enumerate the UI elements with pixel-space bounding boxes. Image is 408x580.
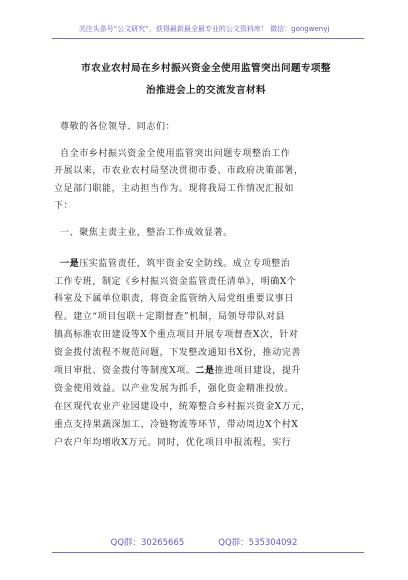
body-line: 重点支持果蔬深加工、冷链物流等环节，带动周边X个村X xyxy=(54,420,299,430)
ordinal-bold: 二是 xyxy=(195,366,215,376)
body-line: 开展以来，市农业农村局坚决贯彻市委、市政府决策部署， xyxy=(54,166,304,176)
body-line: 立足部门职能，主动担当作为。现将我局工作情况汇报如 xyxy=(54,184,295,194)
header-divider xyxy=(52,38,364,39)
ordinal-bold: 一是 xyxy=(60,259,80,269)
document-title-line-2: 治推进会上的交流发言材料 xyxy=(146,85,266,96)
paragraph-text: 压实监管责任，筑牢资金安全防线。成立专项整治 xyxy=(79,259,291,269)
body-line-with-bold xyxy=(54,366,350,377)
body-line: 资金拨付流程不规范问题，下发整改通知书X份，推动完善 xyxy=(54,348,302,358)
body-line: 科室及下属单位职责，将资金监管纳入局党组重要议事日 xyxy=(54,294,295,304)
body-line: 资金使用效益。以产业发展为抓手，强化资金精准投放。 xyxy=(54,384,295,394)
body-line: 程。建立“项目包联＋定期督查”机制，局领导带队对县 xyxy=(54,312,286,322)
paragraph-line-lead xyxy=(60,259,356,270)
document-title-line-1: 市农业农村局在乡村振兴资金全使用监管突出问题专项整 xyxy=(81,63,331,74)
section-heading: 一、聚焦主责主业，整治工作成效显著。 xyxy=(60,228,233,238)
body-line: 镇高标准农田建设等X个重点项目开展专项督查X次，针对 xyxy=(54,330,299,340)
salutation: 尊敬的各位领导、同志们： xyxy=(60,122,176,132)
body-line: 工作专班，制定《乡村振兴资金监管责任清单》，明确X个 xyxy=(54,277,297,287)
body-line: 户农户年均增收X万元。同时，优化项目申报流程，实行 xyxy=(54,438,292,448)
body-line: 在区现代农业产业园建设中，统筹整合乡村振兴资金X万元， xyxy=(54,402,311,412)
footer-contacts xyxy=(0,537,408,549)
footer-qq-group-2: QQ群：535304092 xyxy=(218,538,298,548)
paragraph-text: 推进项目建设，提升 xyxy=(214,366,302,376)
body-line: 下： xyxy=(54,201,74,211)
body-line: 自全市乡村振兴资金全使用监管突出问题专项整治工作 xyxy=(60,149,291,159)
footer-divider xyxy=(52,552,364,553)
header-banner: 关注头条号“公文研究”，获得最新最全最专业的公文资料库！ 微信：gongwenyj xyxy=(78,25,330,33)
paragraph-text: 项目审批、资金拨付等制度X项。 xyxy=(54,366,196,376)
footer-qq-group-1: QQ群：30265665 xyxy=(110,538,185,548)
